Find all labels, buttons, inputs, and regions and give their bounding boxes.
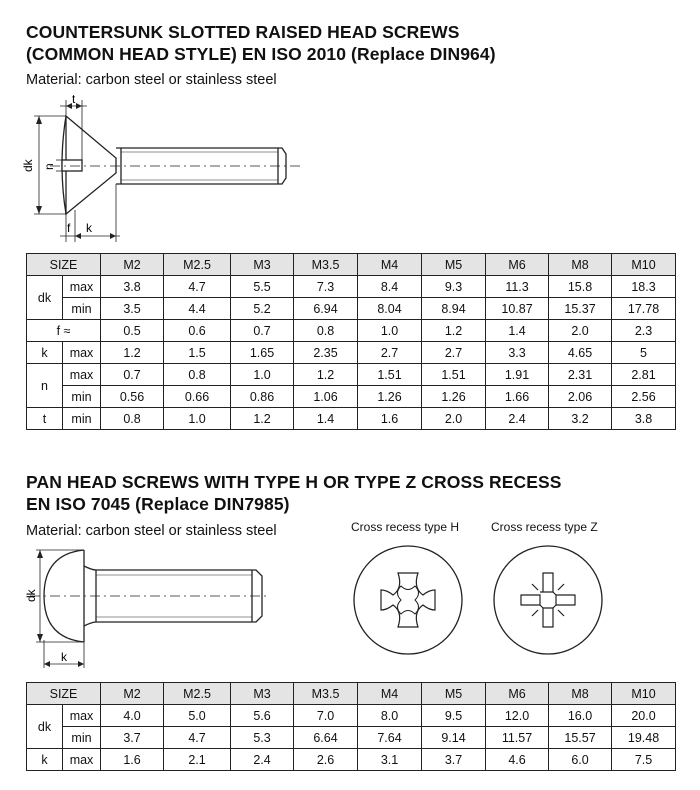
value-cell: 1.2 <box>422 320 486 342</box>
sub-max: max <box>63 749 101 771</box>
sub-min: min <box>63 298 101 320</box>
table-row <box>27 705 676 727</box>
section1-title-line2: (COMMON HEAD STYLE) EN ISO 2010 (Replace DIN964) <box>26 44 496 64</box>
section2-material: Material: carbon steel or stainless steel <box>26 523 277 539</box>
label-f: f <box>67 221 71 235</box>
value-cell: 0.56 <box>101 386 164 408</box>
size-header: SIZE <box>27 254 101 276</box>
value-cell: 1.0 <box>164 408 231 430</box>
value-cell: 1.65 <box>231 342 294 364</box>
value-cell: 17.78 <box>612 298 676 320</box>
label-t: t <box>72 92 76 106</box>
value-cell: 3.3 <box>486 342 549 364</box>
size-cell: M3 <box>231 254 294 276</box>
value-cell: 1.51 <box>422 364 486 386</box>
size-cell: M10 <box>612 683 676 705</box>
value-cell: 4.6 <box>486 749 549 771</box>
pan-head-spec-table <box>26 682 676 771</box>
table-row <box>27 749 676 771</box>
size-cell: M4 <box>358 254 422 276</box>
value-cell: 6.64 <box>294 727 358 749</box>
value-cell: 4.65 <box>549 342 612 364</box>
value-cell: 7.3 <box>294 276 358 298</box>
value-cell: 3.7 <box>101 727 164 749</box>
value-cell: 8.4 <box>358 276 422 298</box>
size-cell: M2 <box>101 254 164 276</box>
size-cell: M2.5 <box>164 254 231 276</box>
value-cell: 0.7 <box>231 320 294 342</box>
value-cell: 5.0 <box>164 705 231 727</box>
value-cell: 5.6 <box>231 705 294 727</box>
value-cell: 7.0 <box>294 705 358 727</box>
size-cell: M8 <box>549 254 612 276</box>
value-cell: 1.91 <box>486 364 549 386</box>
value-cell: 3.5 <box>101 298 164 320</box>
value-cell: 0.66 <box>164 386 231 408</box>
sub-min: min <box>63 727 101 749</box>
value-cell: 2.1 <box>164 749 231 771</box>
value-cell: 0.7 <box>101 364 164 386</box>
value-cell: 19.48 <box>612 727 676 749</box>
section1-title-line1: COUNTERSUNK SLOTTED RAISED HEAD SCREWS <box>26 22 460 42</box>
param-t: t <box>27 408 63 430</box>
value-cell: 2.6 <box>294 749 358 771</box>
value-cell: 1.6 <box>358 408 422 430</box>
param-dk: dk <box>27 276 63 320</box>
value-cell: 12.0 <box>486 705 549 727</box>
value-cell: 7.64 <box>358 727 422 749</box>
value-cell: 10.87 <box>486 298 549 320</box>
value-cell: 11.57 <box>486 727 549 749</box>
table-row <box>27 727 676 749</box>
cross-recess-h-icon <box>351 543 465 657</box>
value-cell: 2.7 <box>422 342 486 364</box>
size-cell: M5 <box>422 683 486 705</box>
value-cell: 3.2 <box>549 408 612 430</box>
value-cell: 8.94 <box>422 298 486 320</box>
value-cell: 2.7 <box>358 342 422 364</box>
size-cell: M4 <box>358 683 422 705</box>
value-cell: 1.6 <box>101 749 164 771</box>
value-cell: 0.86 <box>231 386 294 408</box>
table-row <box>27 276 676 298</box>
label-dk: dk <box>21 159 35 172</box>
value-cell: 16.0 <box>549 705 612 727</box>
size-cell: M5 <box>422 254 486 276</box>
value-cell: 2.06 <box>549 386 612 408</box>
value-cell: 3.8 <box>101 276 164 298</box>
value-cell: 0.5 <box>101 320 164 342</box>
label-k: k <box>61 650 67 664</box>
value-cell: 7.5 <box>612 749 676 771</box>
table-row <box>27 342 676 364</box>
param-dk: dk <box>27 705 63 749</box>
value-cell: 1.2 <box>101 342 164 364</box>
value-cell: 20.0 <box>612 705 676 727</box>
sub-min: min <box>63 386 101 408</box>
size-cell: M10 <box>612 254 676 276</box>
sub-min: min <box>63 408 101 430</box>
table-row <box>27 364 676 386</box>
sub-max: max <box>63 364 101 386</box>
section2-title-line1: PAN HEAD SCREWS WITH TYPE H OR TYPE Z CROSS RECESS <box>26 472 562 492</box>
value-cell: 1.51 <box>358 364 422 386</box>
table-header-row <box>27 683 676 705</box>
value-cell: 15.57 <box>549 727 612 749</box>
table-row <box>27 298 676 320</box>
value-cell: 1.5 <box>164 342 231 364</box>
size-cell: M6 <box>486 254 549 276</box>
value-cell: 4.7 <box>164 727 231 749</box>
value-cell: 9.14 <box>422 727 486 749</box>
value-cell: 6.0 <box>549 749 612 771</box>
value-cell: 9.3 <box>422 276 486 298</box>
sub-max: max <box>63 276 101 298</box>
value-cell: 18.3 <box>612 276 676 298</box>
value-cell: 3.7 <box>422 749 486 771</box>
value-cell: 8.0 <box>358 705 422 727</box>
label-k: k <box>86 221 92 235</box>
value-cell: 1.0 <box>358 320 422 342</box>
size-cell: M8 <box>549 683 612 705</box>
table-row <box>27 408 676 430</box>
label-dk: dk <box>24 589 38 602</box>
table-header-row <box>27 254 676 276</box>
cross-recess-z-icon <box>491 543 605 657</box>
value-cell: 2.35 <box>294 342 358 364</box>
size-cell: M3 <box>231 683 294 705</box>
recess-h-label: Cross recess type H <box>351 520 460 534</box>
value-cell: 1.66 <box>486 386 549 408</box>
label-n: n <box>42 163 56 170</box>
value-cell: 1.06 <box>294 386 358 408</box>
size-header: SIZE <box>27 683 101 705</box>
countersunk-screw-drawing <box>20 92 310 242</box>
value-cell: 2.4 <box>486 408 549 430</box>
param-k: k <box>27 749 63 771</box>
recess-z-label: Cross recess type Z <box>491 520 598 534</box>
value-cell: 15.8 <box>549 276 612 298</box>
section2-title-line2: EN ISO 7045 (Replace DIN7985) <box>26 494 290 514</box>
value-cell: 1.26 <box>422 386 486 408</box>
countersunk-spec-table <box>26 253 676 430</box>
value-cell: 0.8 <box>101 408 164 430</box>
value-cell: 2.0 <box>422 408 486 430</box>
value-cell: 1.2 <box>231 408 294 430</box>
value-cell: 0.8 <box>294 320 358 342</box>
table-row <box>27 320 676 342</box>
value-cell: 11.3 <box>486 276 549 298</box>
value-cell: 4.4 <box>164 298 231 320</box>
param-n: n <box>27 364 63 408</box>
param-k: k <box>27 342 63 364</box>
pan-head-screw-drawing <box>20 540 270 675</box>
value-cell: 4.7 <box>164 276 231 298</box>
value-cell: 2.0 <box>549 320 612 342</box>
size-cell: M3.5 <box>294 254 358 276</box>
size-cell: M6 <box>486 683 549 705</box>
value-cell: 2.56 <box>612 386 676 408</box>
value-cell: 2.31 <box>549 364 612 386</box>
value-cell: 2.3 <box>612 320 676 342</box>
value-cell: 8.04 <box>358 298 422 320</box>
value-cell: 5 <box>612 342 676 364</box>
value-cell: 15.37 <box>549 298 612 320</box>
size-cell: M2.5 <box>164 683 231 705</box>
param-f: f ≈ <box>27 320 101 342</box>
value-cell: 1.0 <box>231 364 294 386</box>
value-cell: 0.6 <box>164 320 231 342</box>
value-cell: 5.5 <box>231 276 294 298</box>
value-cell: 1.2 <box>294 364 358 386</box>
value-cell: 1.26 <box>358 386 422 408</box>
value-cell: 2.4 <box>231 749 294 771</box>
value-cell: 4.0 <box>101 705 164 727</box>
value-cell: 5.2 <box>231 298 294 320</box>
value-cell: 0.8 <box>164 364 231 386</box>
size-cell: M2 <box>101 683 164 705</box>
value-cell: 5.3 <box>231 727 294 749</box>
table-row <box>27 386 676 408</box>
sub-max: max <box>63 705 101 727</box>
section1-material: Material: carbon steel or stainless steel <box>26 72 277 88</box>
size-cell: M3.5 <box>294 683 358 705</box>
value-cell: 1.4 <box>486 320 549 342</box>
value-cell: 3.8 <box>612 408 676 430</box>
value-cell: 1.4 <box>294 408 358 430</box>
value-cell: 9.5 <box>422 705 486 727</box>
sub-max: max <box>63 342 101 364</box>
value-cell: 2.81 <box>612 364 676 386</box>
value-cell: 6.94 <box>294 298 358 320</box>
value-cell: 3.1 <box>358 749 422 771</box>
